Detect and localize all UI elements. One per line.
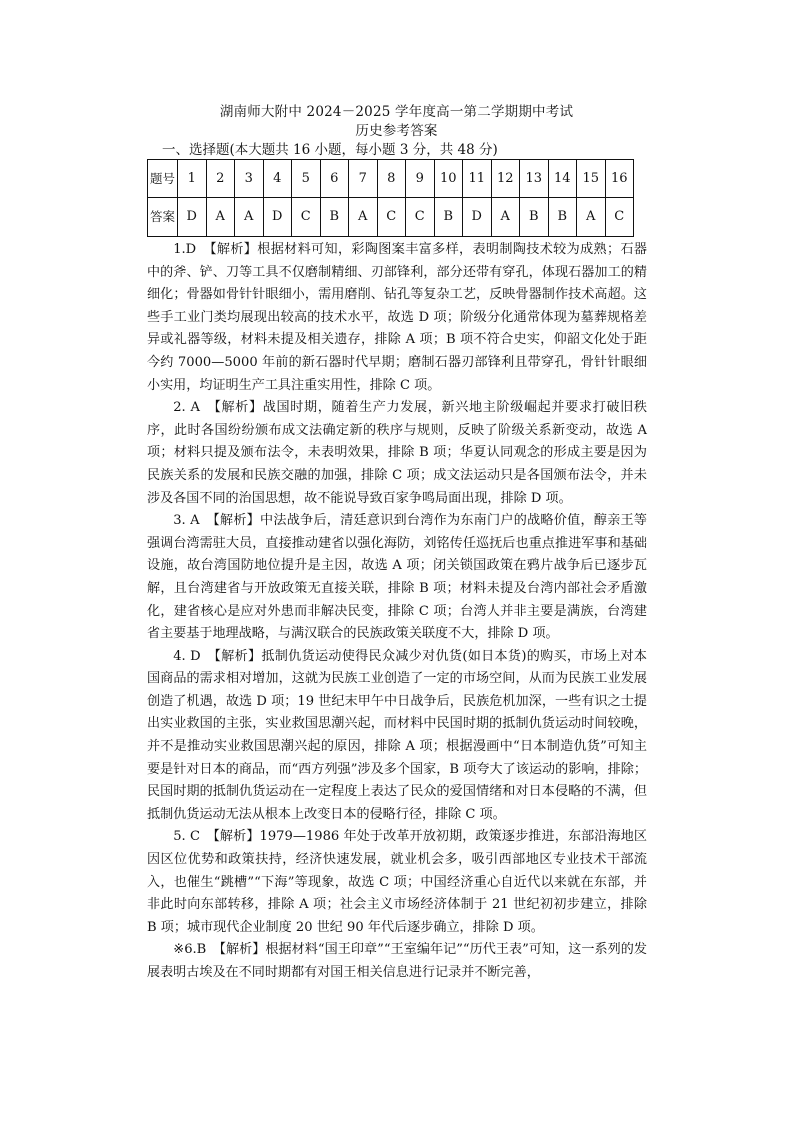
answer-cell: A <box>577 198 606 237</box>
answer-cell: A <box>206 198 235 237</box>
question-number: 6 <box>320 160 349 198</box>
answer-cell: C <box>605 198 634 237</box>
row-label-number: 题号 <box>148 160 178 198</box>
answer-cell: B <box>320 198 349 237</box>
row-label-answer: 答案 <box>148 198 178 237</box>
answer-row <box>148 198 634 237</box>
question-number: 16 <box>605 160 634 198</box>
explanation-body <box>147 239 647 985</box>
explanation-paragraph: 1.D 【解析】根据材料可知，彩陶图案丰富多样，表明制陶技术较为成熟；石器中的斧、铲、刀等工具不仅磨制精细、刃部锋利，部分还带有穿孔，体现石器加工的精细化；骨器如骨针针眼细小，需用磨削、钻孔等复杂工艺，反映骨器制作技术高超。这些手工业门类均展现出较高的技术水平，故选 D 项；阶级分化通常体现为墓葬规格差异或礼器等级，材料未提及相关遗存，排除 A 项；B 项不符合史实，仰韶文化处于距今约 7000—5000 年前的新石器时代早期；磨制石器刃部锋利且带穿孔，骨针针眼细小实用，均证明生产工具注重实用性，排除 C 项。 <box>147 242 647 393</box>
question-number-row <box>148 160 634 198</box>
question-number: 13 <box>520 160 549 198</box>
question-number: 1 <box>178 160 207 198</box>
answer-cell: B <box>434 198 463 237</box>
question-number: 14 <box>548 160 577 198</box>
answer-cell: D <box>463 198 492 237</box>
explanation-paragraph: 5. C 【解析】1979—1986 年处于改革开放初期，政策逐步推进，东部沿海地区因区位优势和政策扶持，经济快速发展，就业机会多，吸引西部地区专业技术干部流入，也催生“跳槽”“下海”等现象，故选 C 项；中国经济重心自近代以来就在东部，并非此时向东部转移，排除 A 项；社会主义市场经济体制于 21 世纪初初步建立，排除 B 项；城市现代企业制度 20 世纪 90 年代后逐步确立，排除 D 项。 <box>147 829 647 935</box>
question-number: 5 <box>292 160 321 198</box>
question-number: 10 <box>434 160 463 198</box>
section-heading: 一、选择题(本大题共 16 小题，每小题 3 分，共 48 分) <box>162 142 498 158</box>
answer-cell: D <box>178 198 207 237</box>
explanation-paragraph: ※6.B 【解析】根据材料“国王印章”“王室编年记”“历代王表”可知，这一系列的发展表明古埃及在不同时期都有对国王相关信息进行记录并不断完善， <box>147 942 647 980</box>
explanation-paragraph: 4. D 【解析】抵制仇货运动使得民众减少对仇货(如日本货)的购买，市场上对本国商品的需求相对增加，这就为民族工业创造了一定的市场空间，从而为民族工业发展创造了机遇，故选 D 项；19 世纪末甲午中日战争后，民族危机加深，一些有识之士提出实业救国的主张，实业救国思潮兴起，而材料中民国时期的抵制仇货运动时间较晚，并不是推动实业救国思潮兴起的原因，排除 A 项；根据漫画中“日本制造仇货”可知主要是针对日本的商品，而“西方列强”涉及多个国家，B 项夸大了该运动的影响，排除；民国时期的抵制仇货运动在一定程度上表达了民众的爱国情绪和对日本侵略的不满，但抵制仇货运动无法从根本上改变日本的侵略行径，排除 C 项。 <box>147 648 647 822</box>
answer-cell: C <box>377 198 406 237</box>
answer-cell: C <box>406 198 435 237</box>
question-number: 2 <box>206 160 235 198</box>
answer-cell: D <box>263 198 292 237</box>
question-number: 8 <box>377 160 406 198</box>
answer-cell: B <box>520 198 549 237</box>
answer-cell: A <box>349 198 378 237</box>
answer-cell: A <box>491 198 520 237</box>
question-number: 9 <box>406 160 435 198</box>
explanation-paragraph: 3. A 【解析】中法战争后，清廷意识到台湾作为东南门户的战略价值，醇亲王等强调台湾需驻大员，直接推动建省以强化海防，刘铭传任巡抚后也重点推进军事和基础设施，故台湾国防地位提升是主因，故选 A 项；闭关锁国政策在鸦片战争后已逐步瓦解，且台湾建省与开放政策无直接关联，排除 B 项；材料未提及台湾内部社会矛盾激化，建省核心是应对外患而非解决民变，排除 C 项；台湾人并非主要是满族，台湾建省主要基于地理战略，与满汉联合的民族政策关联度不大，排除 D 项。 <box>147 513 647 642</box>
question-number: 15 <box>577 160 606 198</box>
explanation-paragraph: 2. A 【解析】战国时期，随着生产力发展，新兴地主阶级崛起并要求打破旧秩序，此时各国纷纷颁布成文法确定新的秩序与规则，反映了阶级关系新变动，故选 A 项；材料只提及颁布法令，未表明效果，排除 B 项；华夏认同观念的形成主要是因为民族关系的发展和民族交融的加强，排除 C 项；成文法运动只是各国颁布法令，并未涉及各国不同的治国思想，故不能说导致百家争鸣局面出现，排除 D 项。 <box>147 400 647 506</box>
answer-cell: B <box>548 198 577 237</box>
question-number: 3 <box>235 160 264 198</box>
answer-cell: A <box>235 198 264 237</box>
question-number: 4 <box>263 160 292 198</box>
document-title: 湖南师大附中 2024－2025 学年度高一第二学期期中考试 <box>219 104 574 120</box>
document-subtitle: 历史参考答案 <box>355 123 438 139</box>
answer-table <box>147 159 634 237</box>
question-number: 7 <box>349 160 378 198</box>
question-number: 11 <box>463 160 492 198</box>
question-number: 12 <box>491 160 520 198</box>
answer-cell: C <box>292 198 321 237</box>
